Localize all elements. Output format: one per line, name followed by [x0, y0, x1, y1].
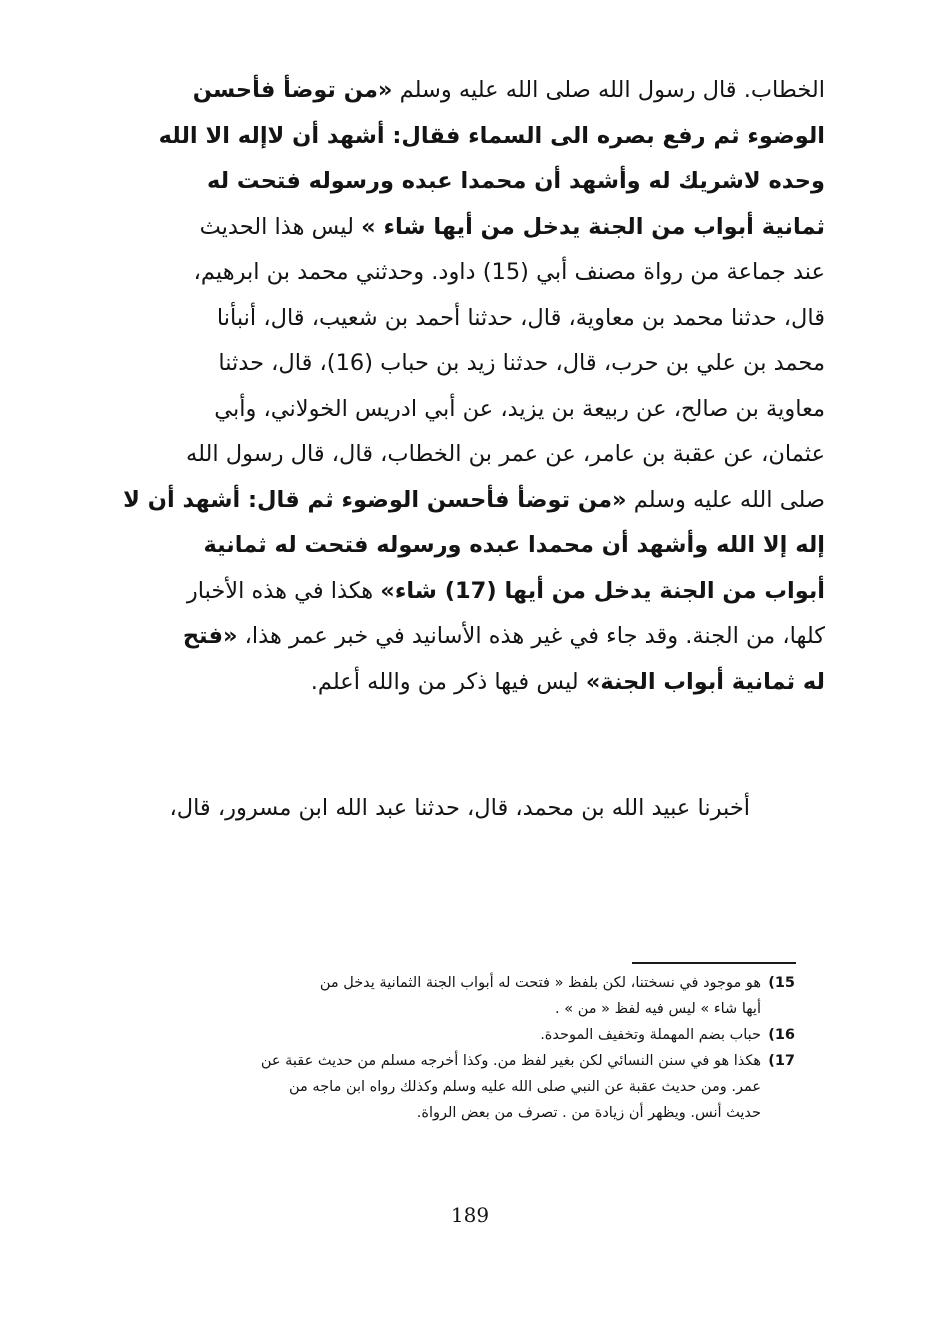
text-line: قال، حدثنا محمد بن معاوية، قال، حدثنا أحمد بن شعيب، قال، أنبأنا	[216, 304, 825, 331]
footnote-line: عمر. ومن حديث عقبة عن النبي صلى الله عليه وسلم وكذلك رواه ابن ماجه من	[289, 1079, 761, 1095]
footnote-line: هكذا هو في سنن النسائي لكن بغير لفظ من. وكذا أخرجه مسلم من حديث عقبة عن	[260, 1053, 761, 1069]
footnote-16	[170, 1022, 795, 1048]
footnote-divider	[632, 962, 796, 964]
text-line: إله إلا الله وأشهد أن محمدا عبده ورسوله فتحت له ثمانية	[203, 532, 825, 558]
text-line: صلى الله عليه وسلم «من توضأ فأحسن الوضوء ثم قال: أشهد أن لا	[123, 486, 825, 513]
footnote-15	[170, 970, 795, 1022]
footnote-line: هو موجود في نسختنا، لكن بلفظ « فتحت له أبواب الجنة الثمانية يدخل من	[319, 975, 761, 991]
text-line: الوضوء ثم رفع بصره الى السماء فقال: أشهد أن لاإله الا الله	[158, 122, 825, 149]
footnote-text	[170, 970, 761, 1022]
footnote-text	[170, 1048, 761, 1126]
text-line: كلها، من الجنة. وقد جاء في غير هذه الأسانيد في خبر عمر هذا، «فتح	[182, 623, 825, 649]
text-line: ثمانية أبواب من الجنة يدخل من أيها شاء » ليس هذا الحديث	[199, 213, 825, 240]
footnote-number: (16	[768, 1027, 795, 1043]
footnote-number: (15	[768, 975, 795, 991]
footnote-line: أيها شاء » ليس فيه لفظ « من » .	[555, 1001, 761, 1017]
text-line: محمد بن علي بن حرب، قال، حدثنا زيد بن حباب (16)، قال، حدثنا	[218, 350, 825, 376]
text-line: الخطاب. قال رسول الله صلى الله عليه وسلم «من توضأ فأحسن	[192, 77, 825, 103]
footnote-number: (17	[768, 1053, 795, 1069]
main-text-block	[123, 68, 825, 705]
footnote-line: حباب بضم المهملة وتخفيف الموحدة.	[540, 1027, 761, 1043]
next-paragraph: أخبرنا عبيد الله بن محمد، قال، حدثنا عبد الله ابن مسرور، قال،	[169, 795, 750, 821]
text-line: له ثمانية أبواب الجنة» ليس فيها ذكر من والله أعلم.	[310, 668, 825, 695]
text-line: وحده لاشريك له وأشهد أن محمدا عبده ورسوله فتحت له	[206, 168, 825, 194]
footnote-text	[170, 1022, 761, 1048]
text-line: عند جماعة من رواة مصنف أبي (15) داود. وحدثني محمد بن ابرهيم،	[193, 259, 825, 285]
text-line: عثمان، عن عقبة بن عامر، عن عمر بن الخطاب، قال، قال رسول الله	[186, 441, 825, 467]
text-line: معاوية بن صالح، عن ربيعة بن يزيد، عن أبي ادريس الخولاني، وأبي	[214, 395, 825, 422]
footnote-line: حديث أنس. ويظهر أن زيادة من . تصرف من بعض الرواة.	[416, 1105, 761, 1121]
page-number: 189	[450, 1203, 490, 1227]
text-line: أبواب من الجنة يدخل من أيها (17) شاء» هكذا في هذه الأخبار	[186, 577, 825, 604]
footnotes	[170, 970, 795, 1126]
footnote-17	[170, 1048, 795, 1126]
